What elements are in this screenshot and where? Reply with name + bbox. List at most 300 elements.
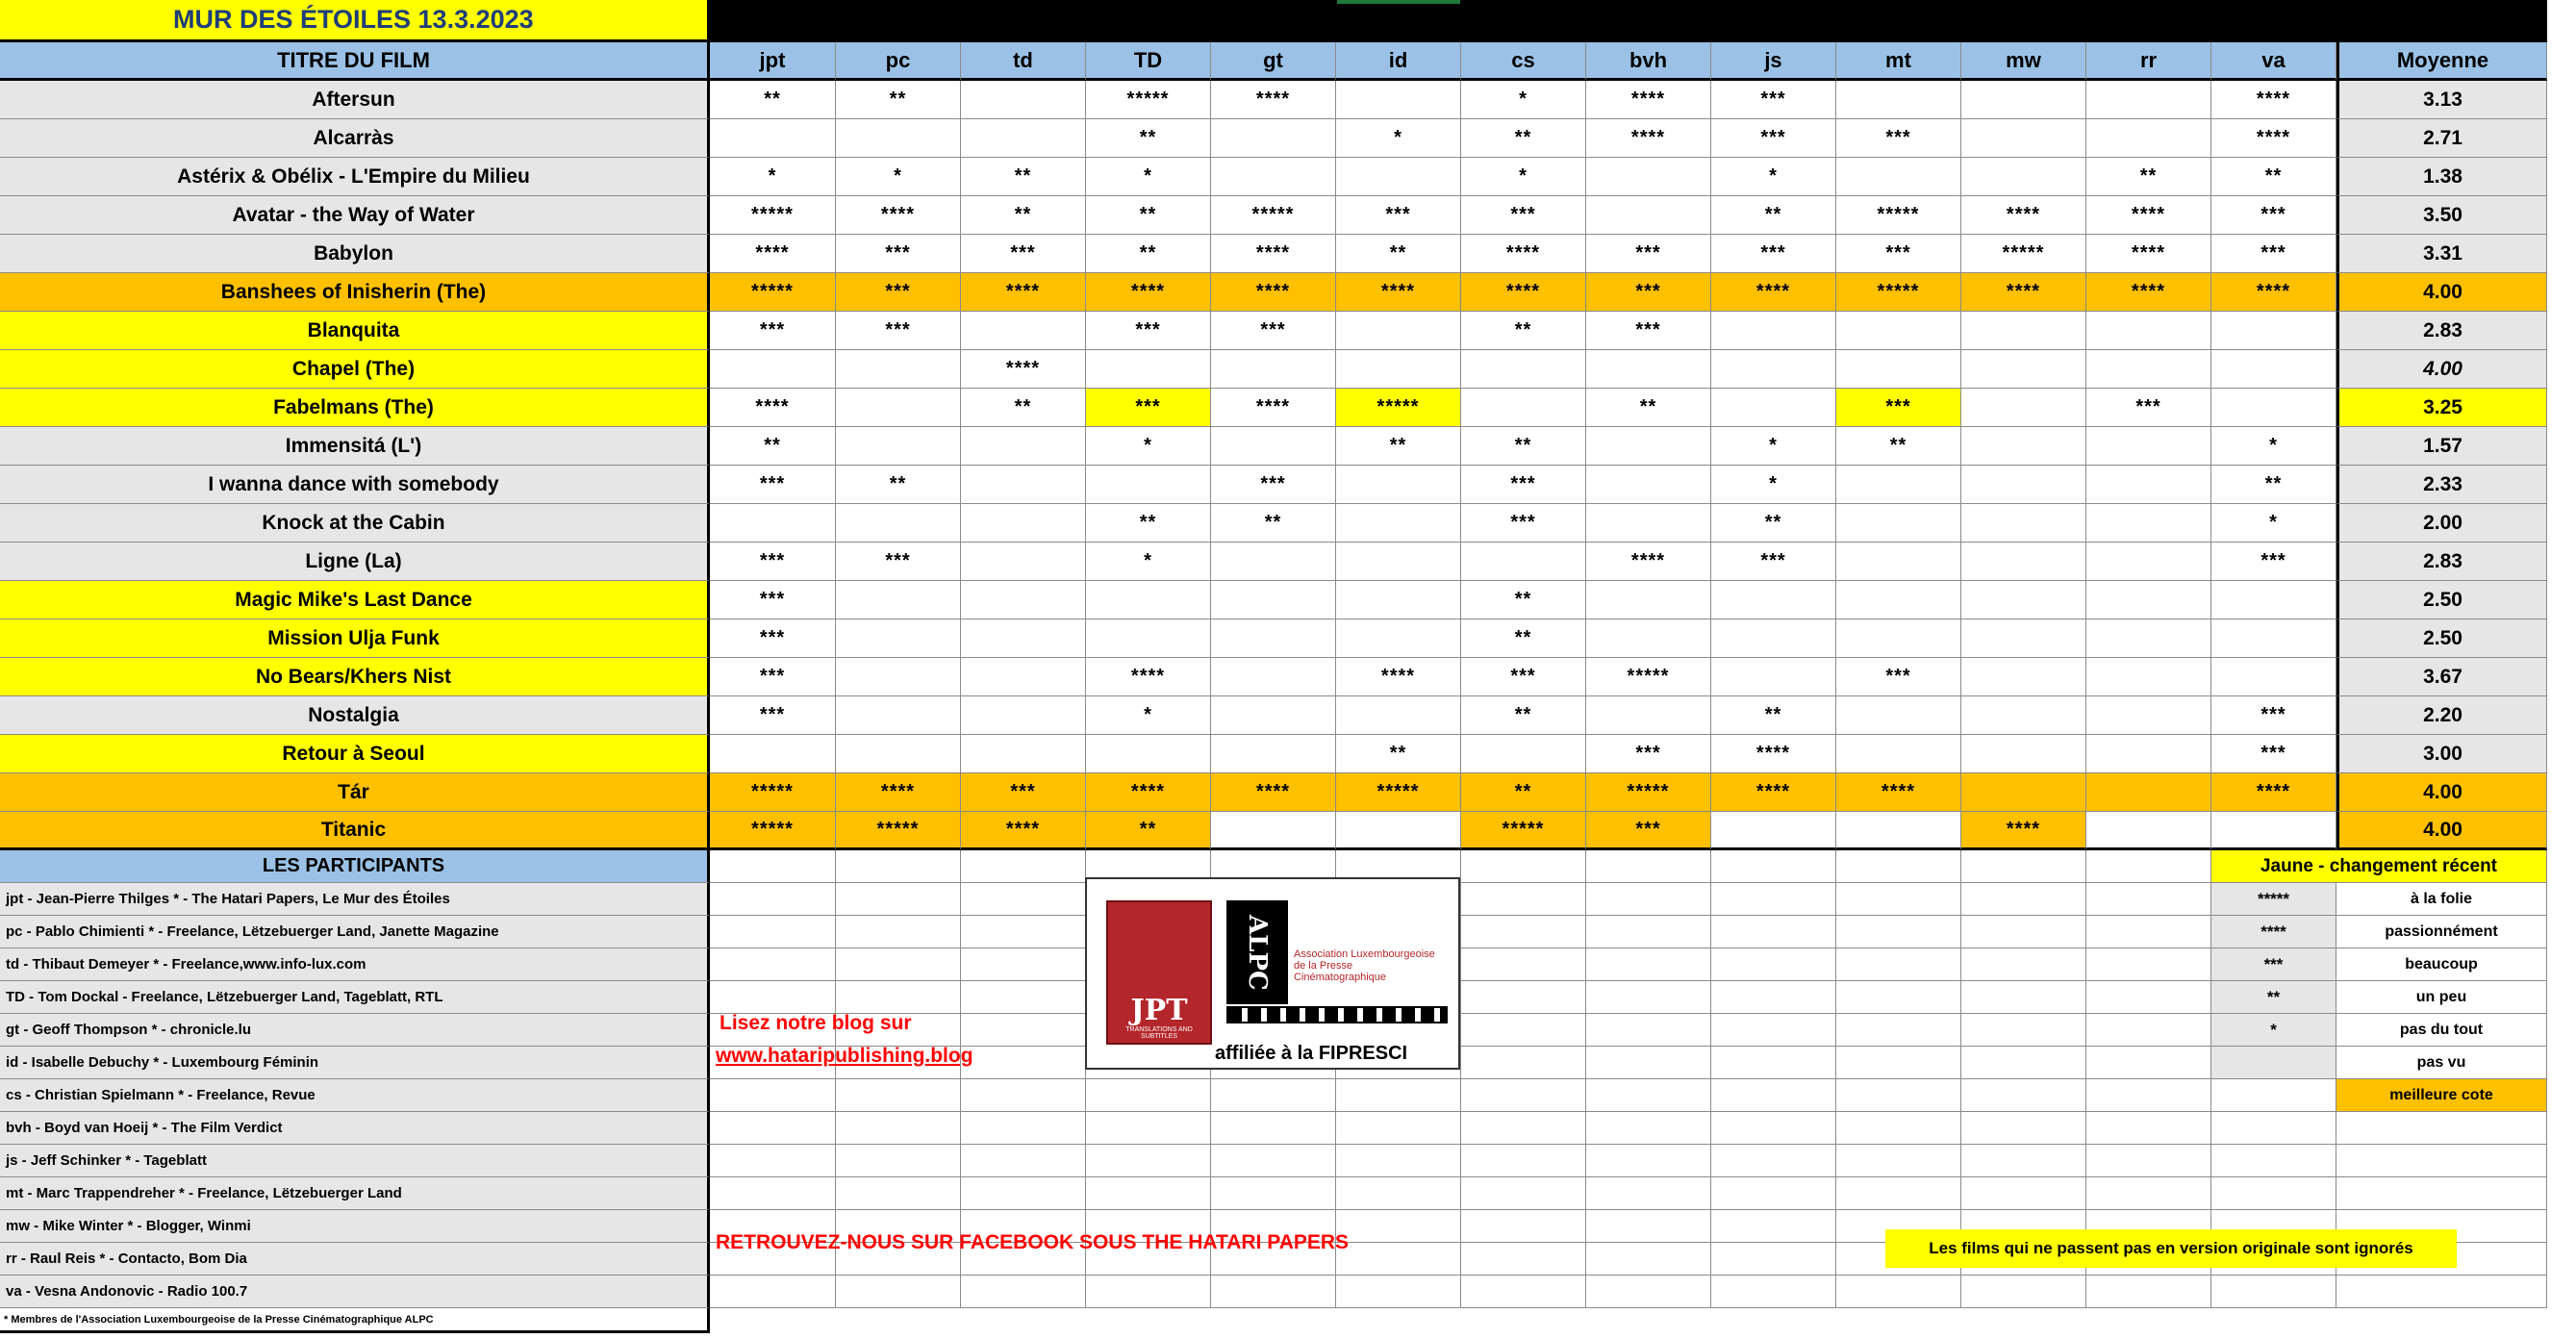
rating-cell[interactable] [1336,504,1461,543]
rating-cell[interactable]: *** [2211,696,2336,735]
rating-cell[interactable] [1336,812,1461,850]
rating-cell[interactable] [836,119,961,158]
empty-cell[interactable] [1336,1112,1461,1145]
average-cell[interactable]: 3.13 [2336,81,2547,119]
rating-cell[interactable] [1711,619,1836,658]
empty-cell[interactable] [1961,1276,2086,1308]
empty-cell[interactable] [2086,883,2211,916]
empty-cell[interactable] [961,850,1086,883]
empty-cell[interactable] [836,1112,961,1145]
rating-cell[interactable]: **** [710,235,836,273]
rating-cell[interactable]: *** [1586,235,1711,273]
header-critic-td[interactable]: td [961,42,1086,81]
rating-cell[interactable]: **** [1711,273,1836,312]
empty-cell[interactable] [1711,850,1836,883]
header-critic-mt[interactable]: mt [1836,42,1961,81]
empty-cell[interactable] [2086,1112,2211,1145]
rating-cell[interactable]: **** [1461,235,1586,273]
rating-cell[interactable]: *** [961,235,1086,273]
rating-cell[interactable] [836,350,961,389]
average-cell[interactable]: 3.25 [2336,389,2547,427]
rating-cell[interactable]: *** [1836,119,1961,158]
rating-cell[interactable] [1211,119,1336,158]
empty-cell[interactable] [1586,1177,1711,1210]
rating-cell[interactable]: *** [1211,312,1336,350]
empty-cell[interactable] [1836,1112,1961,1145]
empty-cell[interactable] [2211,1276,2336,1308]
empty-cell[interactable] [2086,850,2211,883]
empty-cell[interactable] [1586,1210,1711,1243]
empty-cell[interactable] [1711,1079,1836,1112]
rating-cell[interactable]: ** [961,196,1086,235]
rating-cell[interactable]: * [710,158,836,196]
rating-cell[interactable]: * [1711,158,1836,196]
header-critic-cs[interactable]: cs [1461,42,1586,81]
empty-cell[interactable] [836,883,961,916]
rating-cell[interactable]: *** [1461,658,1586,696]
empty-cell[interactable] [1711,883,1836,916]
rating-cell[interactable] [2086,581,2211,619]
empty-cell[interactable] [710,1079,836,1112]
rating-cell[interactable]: **** [2086,273,2211,312]
rating-cell[interactable] [1586,581,1711,619]
average-cell[interactable]: 4.00 [2336,773,2547,812]
rating-cell[interactable] [1586,504,1711,543]
rating-cell[interactable] [1711,312,1836,350]
empty-cell[interactable] [2086,1014,2211,1047]
rating-cell[interactable]: ***** [1586,658,1711,696]
rating-cell[interactable] [2086,81,2211,119]
film-title[interactable]: Aftersun [0,81,710,119]
average-cell[interactable]: 4.00 [2336,350,2547,389]
empty-cell[interactable] [2086,1177,2211,1210]
empty-cell[interactable] [1711,1243,1836,1276]
rating-cell[interactable]: **** [1586,119,1711,158]
rating-cell[interactable]: ** [1836,427,1961,466]
empty-cell[interactable] [1461,981,1586,1014]
header-average[interactable]: Moyenne [2336,42,2547,81]
empty-cell[interactable] [1961,850,2086,883]
rating-cell[interactable]: * [1461,81,1586,119]
empty-cell[interactable] [1961,981,2086,1014]
rating-cell[interactable] [1086,619,1211,658]
rating-cell[interactable] [1586,466,1711,504]
film-title[interactable]: Titanic [0,812,710,850]
rating-cell[interactable] [1336,312,1461,350]
rating-cell[interactable] [961,696,1086,735]
rating-cell[interactable] [2086,119,2211,158]
rating-cell[interactable] [1336,81,1461,119]
rating-cell[interactable]: * [1711,427,1836,466]
empty-cell[interactable] [2336,1177,2547,1210]
rating-cell[interactable] [710,504,836,543]
rating-cell[interactable] [1461,389,1586,427]
rating-cell[interactable] [1836,581,1961,619]
empty-cell[interactable] [1836,1047,1961,1079]
empty-cell[interactable] [710,1145,836,1177]
empty-cell[interactable] [1961,1014,2086,1047]
empty-cell[interactable] [710,883,836,916]
rating-cell[interactable]: *** [710,658,836,696]
empty-cell[interactable] [961,1014,1086,1047]
rating-cell[interactable] [2211,389,2336,427]
empty-cell[interactable] [1586,1145,1711,1177]
rating-cell[interactable] [1961,696,2086,735]
rating-cell[interactable]: **** [1711,773,1836,812]
rating-cell[interactable]: **** [2211,81,2336,119]
rating-cell[interactable]: **** [2211,273,2336,312]
rating-cell[interactable] [1836,350,1961,389]
rating-cell[interactable]: *** [836,543,961,581]
rating-cell[interactable]: ** [836,466,961,504]
rating-cell[interactable] [836,658,961,696]
rating-cell[interactable]: **** [961,273,1086,312]
rating-cell[interactable]: ** [1211,504,1336,543]
empty-cell[interactable] [1586,948,1711,981]
rating-cell[interactable] [1211,158,1336,196]
empty-cell[interactable] [1586,1047,1711,1079]
empty-cell[interactable] [1711,1177,1836,1210]
rating-cell[interactable] [1711,581,1836,619]
empty-cell[interactable] [1836,1079,1961,1112]
rating-cell[interactable] [2086,466,2211,504]
rating-cell[interactable] [1211,427,1336,466]
empty-cell[interactable] [1461,1112,1586,1145]
rating-cell[interactable]: ** [1336,427,1461,466]
rating-cell[interactable]: *** [1211,466,1336,504]
header-critic-pc[interactable]: pc [836,42,961,81]
rating-cell[interactable] [2211,312,2336,350]
empty-cell[interactable] [1836,883,1961,916]
rating-cell[interactable]: **** [1336,273,1461,312]
empty-cell[interactable] [1836,1145,1961,1177]
average-cell[interactable]: 2.50 [2336,581,2547,619]
rating-cell[interactable] [2211,619,2336,658]
rating-cell[interactable] [1961,543,2086,581]
rating-cell[interactable]: **** [1961,812,2086,850]
rating-cell[interactable]: *** [710,466,836,504]
header-film-title[interactable]: TITRE DU FILM [0,42,710,81]
empty-cell[interactable] [1711,1014,1836,1047]
rating-cell[interactable] [2086,812,2211,850]
rating-cell[interactable] [1961,735,2086,773]
rating-cell[interactable] [1461,543,1586,581]
empty-cell[interactable] [1086,1079,1211,1112]
rating-cell[interactable] [1836,812,1961,850]
rating-cell[interactable]: **** [1586,81,1711,119]
rating-cell[interactable] [1836,735,1961,773]
rating-cell[interactable]: ***** [710,273,836,312]
rating-cell[interactable]: *** [1836,658,1961,696]
empty-cell[interactable] [1211,1276,1336,1308]
rating-cell[interactable]: ***** [1336,389,1461,427]
rating-cell[interactable]: ** [1086,504,1211,543]
average-cell[interactable]: 3.67 [2336,658,2547,696]
average-cell[interactable]: 2.50 [2336,619,2547,658]
rating-cell[interactable]: * [1461,158,1586,196]
average-cell[interactable]: 2.20 [2336,696,2547,735]
empty-cell[interactable] [2086,948,2211,981]
empty-cell[interactable] [2086,1047,2211,1079]
rating-cell[interactable] [1836,696,1961,735]
empty-cell[interactable] [2211,1145,2336,1177]
rating-cell[interactable] [1961,466,2086,504]
rating-cell[interactable]: **** [1086,273,1211,312]
rating-cell[interactable] [1586,427,1711,466]
empty-cell[interactable] [1961,1177,2086,1210]
rating-cell[interactable]: *** [1586,273,1711,312]
rating-cell[interactable]: *** [1461,504,1586,543]
rating-cell[interactable] [1836,619,1961,658]
rating-cell[interactable] [1586,696,1711,735]
average-cell[interactable]: 1.38 [2336,158,2547,196]
empty-cell[interactable] [710,1177,836,1210]
rating-cell[interactable]: **** [1211,81,1336,119]
rating-cell[interactable]: * [1086,427,1211,466]
empty-cell[interactable] [1711,948,1836,981]
rating-cell[interactable] [2086,504,2211,543]
rating-cell[interactable]: ** [2211,158,2336,196]
empty-cell[interactable] [961,916,1086,948]
empty-cell[interactable] [1461,1145,1586,1177]
rating-cell[interactable]: *** [1711,235,1836,273]
rating-cell[interactable] [1961,504,2086,543]
empty-cell[interactable] [1461,883,1586,916]
rating-cell[interactable]: **** [1836,773,1961,812]
rating-cell[interactable] [1961,158,2086,196]
empty-cell[interactable] [710,948,836,981]
rating-cell[interactable]: *** [710,696,836,735]
rating-cell[interactable]: **** [1961,196,2086,235]
empty-cell[interactable] [710,916,836,948]
rating-cell[interactable]: ***** [710,812,836,850]
empty-cell[interactable] [961,981,1086,1014]
empty-cell[interactable] [1586,1112,1711,1145]
rating-cell[interactable] [1461,735,1586,773]
rating-cell[interactable]: *** [1586,812,1711,850]
empty-cell[interactable] [1086,1177,1211,1210]
empty-cell[interactable] [2086,1145,2211,1177]
average-cell[interactable]: 3.50 [2336,196,2547,235]
rating-cell[interactable] [1711,389,1836,427]
rating-cell[interactable]: ** [1461,696,1586,735]
empty-cell[interactable] [1711,1210,1836,1243]
rating-cell[interactable] [1586,350,1711,389]
rating-cell[interactable]: ** [1586,389,1711,427]
rating-cell[interactable] [2086,773,2211,812]
rating-cell[interactable]: * [1711,466,1836,504]
rating-cell[interactable] [1586,196,1711,235]
rating-cell[interactable] [961,543,1086,581]
empty-cell[interactable] [710,1276,836,1308]
rating-cell[interactable]: **** [2086,196,2211,235]
header-critic-jpt[interactable]: jpt [710,42,836,81]
rating-cell[interactable] [2086,427,2211,466]
film-title[interactable]: Retour à Seoul [0,735,710,773]
rating-cell[interactable]: ** [1461,773,1586,812]
rating-cell[interactable]: ***** [710,773,836,812]
film-title[interactable]: Fabelmans (The) [0,389,710,427]
rating-cell[interactable]: ** [2086,158,2211,196]
empty-cell[interactable] [1836,850,1961,883]
rating-cell[interactable] [1961,350,2086,389]
rating-cell[interactable]: **** [1211,273,1336,312]
film-title[interactable]: Tár [0,773,710,812]
rating-cell[interactable]: ** [1461,119,1586,158]
empty-cell[interactable] [2336,1276,2547,1308]
header-critic-TD[interactable]: TD [1086,42,1211,81]
rating-cell[interactable] [1211,812,1336,850]
film-title[interactable]: Knock at the Cabin [0,504,710,543]
empty-cell[interactable] [1461,948,1586,981]
rating-cell[interactable]: ** [710,81,836,119]
rating-cell[interactable] [1461,350,1586,389]
rating-cell[interactable] [1211,350,1336,389]
rating-cell[interactable] [1836,81,1961,119]
film-title[interactable]: I wanna dance with somebody [0,466,710,504]
rating-cell[interactable] [710,350,836,389]
rating-cell[interactable] [1586,619,1711,658]
header-critic-id[interactable]: id [1336,42,1461,81]
empty-cell[interactable] [1961,1112,2086,1145]
empty-cell[interactable] [710,981,836,1014]
rating-cell[interactable]: ***** [710,196,836,235]
rating-cell[interactable]: ** [1461,312,1586,350]
rating-cell[interactable]: * [1086,158,1211,196]
rating-cell[interactable] [961,658,1086,696]
rating-cell[interactable]: ** [1086,119,1211,158]
film-title[interactable]: No Bears/Khers Nist [0,658,710,696]
rating-cell[interactable] [1961,389,2086,427]
rating-cell[interactable]: *** [1461,196,1586,235]
rating-cell[interactable] [2211,812,2336,850]
rating-cell[interactable] [1086,735,1211,773]
empty-cell[interactable] [2086,981,2211,1014]
rating-cell[interactable]: **** [1211,773,1336,812]
rating-cell[interactable]: **** [1336,658,1461,696]
rating-cell[interactable] [1836,543,1961,581]
rating-cell[interactable] [961,466,1086,504]
header-critic-va[interactable]: va [2211,42,2336,81]
sheet-title[interactable]: MUR DES ÉTOILES 13.3.2023 [0,0,710,42]
film-title[interactable]: Astérix & Obélix - L'Empire du Milieu [0,158,710,196]
rating-cell[interactable]: ***** [836,812,961,850]
rating-cell[interactable] [1961,119,2086,158]
rating-cell[interactable] [1711,812,1836,850]
empty-cell[interactable] [1961,1047,2086,1079]
rating-cell[interactable] [2086,735,2211,773]
rating-cell[interactable] [1961,81,2086,119]
empty-cell[interactable] [710,850,836,883]
empty-cell[interactable] [2086,1276,2211,1308]
rating-cell[interactable]: **** [836,196,961,235]
rating-cell[interactable]: * [1086,696,1211,735]
rating-cell[interactable]: ***** [1211,196,1336,235]
film-title[interactable]: Magic Mike's Last Dance [0,581,710,619]
empty-cell[interactable] [1461,1014,1586,1047]
empty-cell[interactable] [2086,916,2211,948]
empty-cell[interactable] [2336,1112,2547,1145]
empty-cell[interactable] [961,948,1086,981]
empty-cell[interactable] [1211,1145,1336,1177]
rating-cell[interactable]: **** [1711,735,1836,773]
average-cell[interactable]: 4.00 [2336,812,2547,850]
rating-cell[interactable] [1961,312,2086,350]
rating-cell[interactable] [961,504,1086,543]
film-title[interactable]: Mission Ulja Funk [0,619,710,658]
empty-cell[interactable] [1836,1177,1961,1210]
rating-cell[interactable]: *** [961,773,1086,812]
empty-cell[interactable] [1336,1177,1461,1210]
rating-cell[interactable]: *** [836,273,961,312]
rating-cell[interactable] [2086,312,2211,350]
empty-cell[interactable] [1336,1243,1461,1276]
rating-cell[interactable]: *** [710,312,836,350]
empty-cell[interactable] [1211,1177,1336,1210]
empty-cell[interactable] [1336,1210,1461,1243]
empty-cell[interactable] [836,948,961,981]
average-cell[interactable]: 2.33 [2336,466,2547,504]
empty-cell[interactable] [1586,1243,1711,1276]
rating-cell[interactable]: *** [2211,543,2336,581]
rating-cell[interactable] [1961,658,2086,696]
rating-cell[interactable]: *** [836,235,961,273]
rating-cell[interactable]: * [2211,427,2336,466]
rating-cell[interactable]: ** [710,427,836,466]
empty-cell[interactable] [1586,981,1711,1014]
empty-cell[interactable] [961,1177,1086,1210]
empty-cell[interactable] [1336,1276,1461,1308]
empty-cell[interactable] [1461,850,1586,883]
rating-cell[interactable] [836,504,961,543]
empty-cell[interactable] [1836,916,1961,948]
film-title[interactable]: Banshees of Inisherin (The) [0,273,710,312]
rating-cell[interactable] [1086,581,1211,619]
rating-cell[interactable] [836,389,961,427]
rating-cell[interactable]: ** [1461,619,1586,658]
empty-cell[interactable] [961,883,1086,916]
film-title[interactable]: Blanquita [0,312,710,350]
film-title[interactable]: Immensitá (L') [0,427,710,466]
header-critic-gt[interactable]: gt [1211,42,1336,81]
rating-cell[interactable]: **** [2211,119,2336,158]
empty-cell[interactable] [1961,1079,2086,1112]
rating-cell[interactable]: ***** [1961,235,2086,273]
empty-cell[interactable] [1711,1276,1836,1308]
rating-cell[interactable] [961,427,1086,466]
empty-cell[interactable] [1711,1145,1836,1177]
rating-cell[interactable] [1336,158,1461,196]
rating-cell[interactable] [2211,581,2336,619]
rating-cell[interactable]: *** [1586,312,1711,350]
rating-cell[interactable] [836,735,961,773]
rating-cell[interactable]: ** [1711,196,1836,235]
rating-cell[interactable]: ***** [1336,773,1461,812]
empty-cell[interactable] [1711,1047,1836,1079]
empty-cell[interactable] [836,981,961,1014]
empty-cell[interactable] [836,1276,961,1308]
empty-cell[interactable] [2086,1079,2211,1112]
rating-cell[interactable]: *** [1586,735,1711,773]
empty-cell[interactable] [1461,1079,1586,1112]
rating-cell[interactable]: ** [1086,812,1211,850]
rating-cell[interactable] [1211,696,1336,735]
empty-cell[interactable] [1086,1276,1211,1308]
average-cell[interactable]: 2.71 [2336,119,2547,158]
rating-cell[interactable]: **** [1086,658,1211,696]
rating-cell[interactable]: ** [2211,466,2336,504]
empty-cell[interactable] [1211,1112,1336,1145]
